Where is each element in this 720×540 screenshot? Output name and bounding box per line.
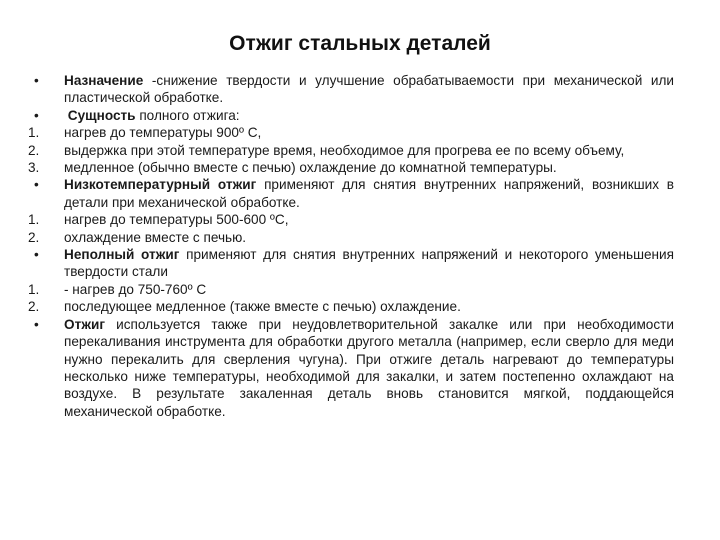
list-item (28, 72, 674, 107)
number-marker: 2. (28, 142, 40, 158)
item-body: выдержка при этой температуре время, необходимое для прогрева ее по всему объему, (64, 142, 625, 158)
bullet-marker: • (34, 73, 39, 88)
bullet-marker: • (34, 247, 39, 263)
number-marker: 3. (28, 160, 40, 176)
list-item (28, 124, 674, 141)
item-body: медленное (обычно вместе с печью) охлаждение до комнатной температуры. (64, 160, 557, 176)
list-item-text (64, 316, 674, 420)
number-marker: 1. (28, 212, 40, 228)
list-item (28, 316, 674, 420)
item-body: охлаждение вместе с печью. (64, 229, 247, 245)
list-item-text (64, 72, 674, 107)
item-term: Низкотемпературный отжиг (64, 177, 257, 193)
list-item (28, 142, 674, 159)
list-item (28, 176, 674, 211)
list-item-text (64, 229, 674, 246)
list-item-text (64, 176, 674, 211)
list-item (28, 159, 674, 176)
item-body: применяют для снятия внутренних напряжений, возникших в детали при механической обработке. (64, 177, 674, 210)
item-body: -снижение твердости и улучшение обрабатываемости при механической или пластической обработке. (64, 73, 674, 106)
list-item-text (64, 281, 674, 298)
item-body: применяют для снятия внутренних напряжений и некоторого уменьшения твердости стали (64, 247, 674, 280)
list-item-text (64, 142, 674, 159)
list-item (28, 246, 674, 281)
list-item (28, 107, 674, 124)
item-term: Отжиг (64, 316, 106, 332)
item-term: Неполный отжиг (64, 247, 180, 263)
bullet-marker: • (34, 316, 39, 332)
list-item-text (64, 124, 674, 141)
list-item-text (64, 159, 674, 176)
bullet-marker: • (34, 107, 39, 123)
item-body: используется также при неудовлетворительной закалке или при необходимости перекаливания инструмента для обработки другого металла (например, если сверло для меди нужно перекалить для сверления чугуна). При отжиге деталь нагревают до температуры несколько ниже температуры, необходимой для закалки, и затем постепенно охлаждают на воздухе. В результате закаленная деталь вновь становится мягкой, поддающейся механической обработке. (64, 316, 674, 419)
list-item-text (64, 107, 674, 124)
list-item (28, 229, 674, 246)
list-item (28, 298, 674, 315)
number-marker: 2. (28, 229, 40, 245)
item-term: Назначение (64, 73, 144, 88)
number-marker: 1. (28, 125, 40, 141)
number-marker: 1. (28, 281, 40, 297)
list-item (28, 281, 674, 298)
page-title: Отжиг стальных деталей (229, 32, 491, 55)
list-item-text (64, 211, 674, 228)
content-list (28, 72, 674, 420)
item-body: нагрев до температуры 900º С, (64, 125, 262, 141)
item-body: последующее медленное (также вместе с печью) охлаждение. (64, 299, 461, 315)
list-item-text (64, 298, 674, 315)
item-term: Сущность (64, 107, 136, 123)
item-body: - нагрев до 750-760º С (64, 281, 207, 297)
item-body: полного отжига: (135, 107, 240, 123)
number-marker: 2. (28, 299, 40, 315)
item-body: нагрев до температуры 500-600 ºС, (64, 212, 289, 228)
list-item (28, 211, 674, 228)
bullet-marker: • (34, 177, 39, 193)
list-item-text (64, 246, 674, 281)
